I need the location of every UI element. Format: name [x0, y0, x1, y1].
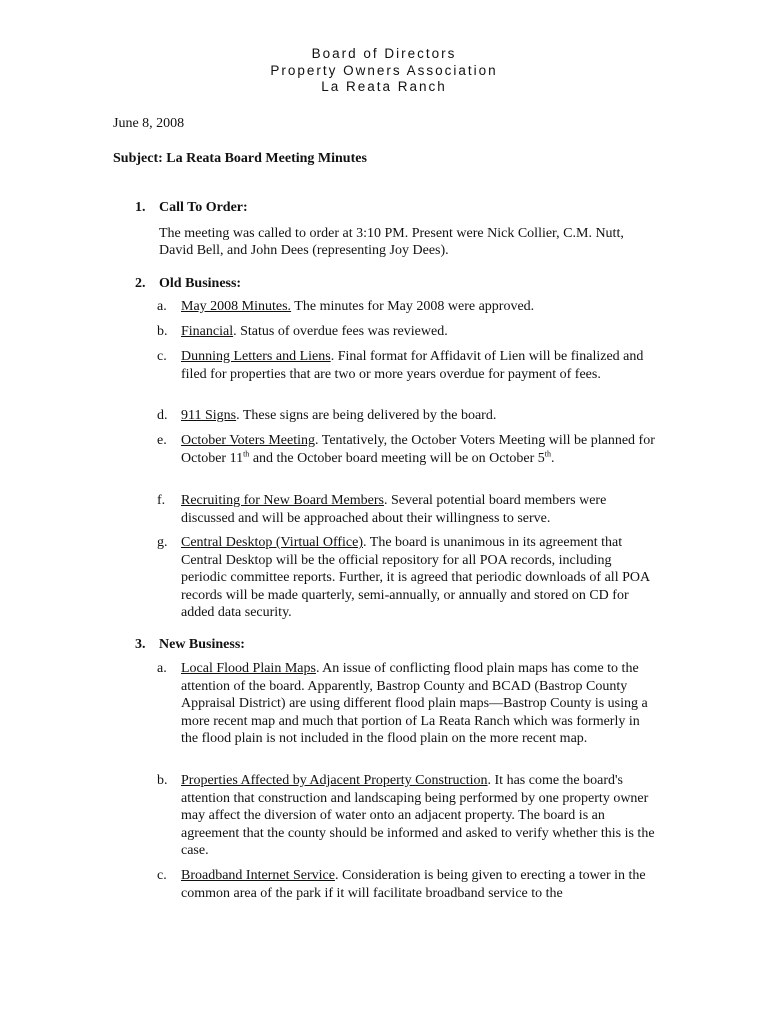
item-text: Local Flood Plain Maps. An issue of conflicting flood plain maps has come to the attention of the board. Apparently, Bastrop County and BCAD (Bastrop County Appraisal District) are using different flood plain maps—Bastrop County is using a more recent map and much that portion of La Reata Ranch which was formerly in the flood plain is not included in the flood plain on the more recent map. — [181, 661, 648, 746]
item-heading: Broadband Internet Service — [181, 868, 335, 883]
item-letter: d. — [157, 408, 168, 423]
item-text: Recruiting for New Board Members. Several potential board members were discussed and will be approached about their willingness to serve. — [181, 493, 607, 526]
item-heading: 911 Signs — [181, 408, 237, 423]
section-title: New Business: — [159, 637, 245, 652]
document-subject: Subject: La Reata Board Meeting Minutes — [113, 151, 367, 166]
list-item — [157, 534, 657, 622]
section-new-business — [135, 636, 655, 654]
item-heading: May 2008 Minutes. — [181, 299, 292, 314]
item-letter: f. — [157, 493, 166, 508]
list-item — [157, 432, 657, 467]
section-number: 3. — [135, 637, 146, 652]
letterhead-ranch: La Reata Ranch — [321, 79, 447, 94]
item-letter: b. — [157, 773, 168, 788]
item-letter: b. — [157, 324, 168, 339]
section-old-business — [135, 275, 655, 293]
item-letter: a. — [157, 299, 167, 314]
list-item — [157, 772, 657, 860]
list-item — [157, 492, 657, 527]
item-letter: c. — [157, 868, 167, 883]
item-heading: Central Desktop (Virtual Office) — [181, 535, 364, 550]
item-heading: Dunning Letters and Liens — [181, 349, 331, 364]
item-heading: October Voters Meeting — [181, 433, 316, 448]
list-item — [157, 348, 657, 383]
item-text: Financial. Status of overdue fees was reviewed. — [181, 324, 448, 339]
section-number: 1. — [135, 200, 146, 215]
section-heading — [135, 275, 655, 293]
item-heading: Properties Affected by Adjacent Property Construction — [181, 773, 488, 788]
letterhead-board: Board of Directors — [311, 46, 457, 61]
letterhead-association: Property Owners Association — [270, 62, 498, 78]
item-text: Properties Affected by Adjacent Property Construction. It has come the board's attention that construction and landscaping being performed by one property owner may affect the diversion of water onto an adjacent property. The board is an agreement that the county should be informed and asked to verify whether this is the case. — [181, 773, 655, 858]
list-item — [157, 867, 657, 902]
item-letter: g. — [157, 535, 168, 550]
list-item — [157, 298, 657, 316]
section-title: Call To Order: — [159, 200, 248, 215]
item-text: Dunning Letters and Liens. Final format for Affidavit of Lien will be finalized and filed for properties that are two or more years overdue for payment of fees. — [181, 349, 644, 382]
document-date: June 8, 2008 — [113, 116, 185, 131]
section-body: The meeting was called to order at 3:10 PM. Present were Nick Collier, C.M. Nutt, David Bell, and John Dees (representing Joy Dees). — [159, 225, 624, 258]
list-item — [157, 323, 657, 341]
section-number: 2. — [135, 276, 146, 291]
list-item — [157, 660, 657, 748]
item-letter: c. — [157, 349, 167, 364]
item-text: October Voters Meeting. Tentatively, the October Voters Meeting will be planned for October 11th and the October board meeting will be on October 5th. — [181, 433, 655, 466]
section-heading — [135, 199, 655, 217]
letterhead — [0, 46, 768, 96]
list-item — [157, 407, 657, 425]
item-letter: a. — [157, 661, 167, 676]
item-text: Broadband Internet Service. Consideration is being given to erecting a tower in the common area of the park if it will facilitate broadband service to the — [181, 868, 646, 901]
item-heading: Local Flood Plain Maps — [181, 661, 316, 676]
item-letter: e. — [157, 433, 167, 448]
section-call-to-order — [135, 199, 655, 260]
section-heading — [135, 636, 655, 654]
item-text: Central Desktop (Virtual Office). The board is unanimous in its agreement that Central Desktop will be the official repository for all POA records, including periodic committee reports. Further, it is agreed that periodic downloads of all POA records will be made quarterly, semi-annually, or annually and stored on CD for added data security. — [181, 535, 650, 620]
item-text: May 2008 Minutes. The minutes for May 2008 were approved. — [181, 299, 535, 314]
item-text: 911 Signs. These signs are being delivered by the board. — [181, 408, 497, 423]
item-heading: Recruiting for New Board Members — [181, 493, 384, 508]
item-heading: Financial — [181, 324, 234, 339]
section-title: Old Business: — [159, 276, 242, 291]
